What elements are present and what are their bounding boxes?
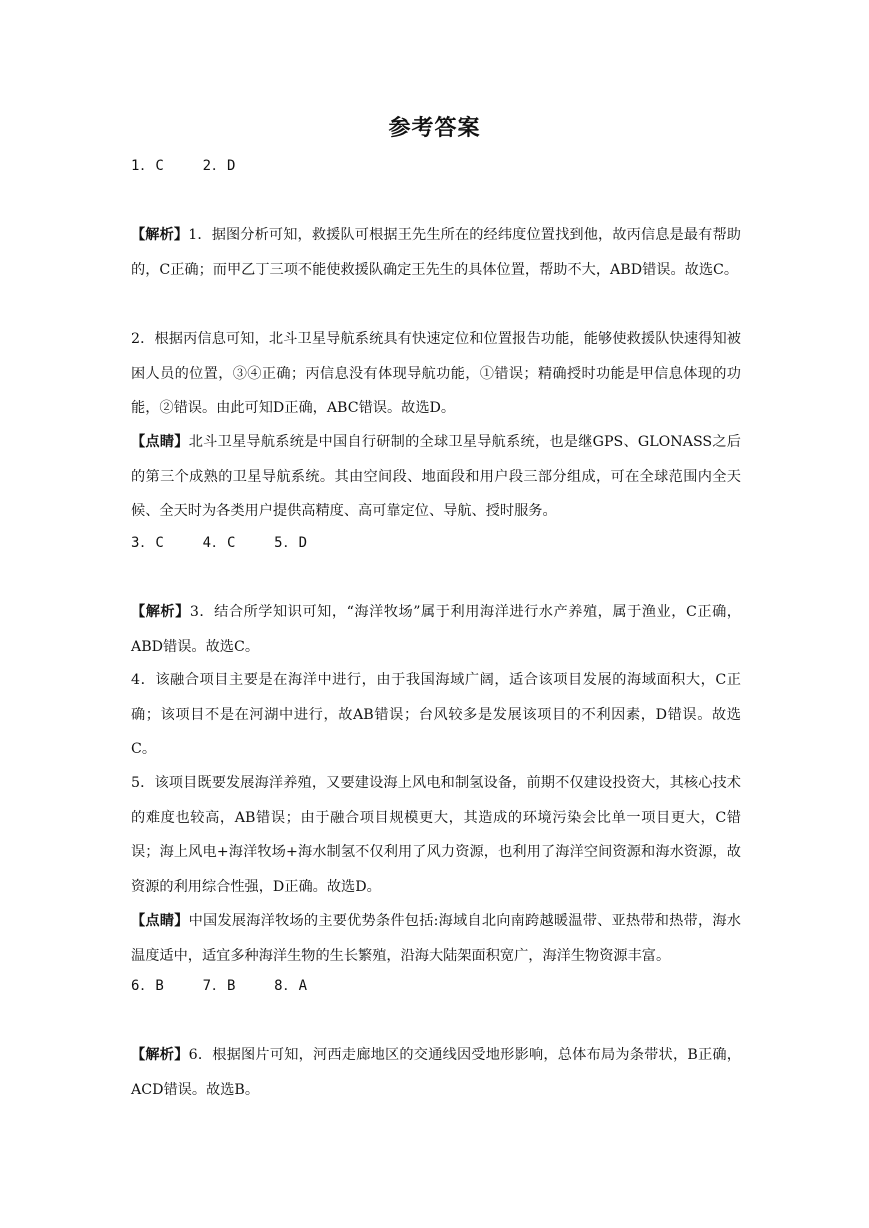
tip-tag: 【点睛】 — [131, 913, 189, 929]
paragraph-text: 1．据图分析可知，救援队可根据王先生所在的经纬度位置找到他，故丙信息是最有帮助的，C正确；而甲乙丁三项不能使救援队确定王先生的具体位置，帮助不大，ABD错误。故选C。 — [131, 227, 741, 278]
explanation-paragraph — [131, 663, 741, 767]
explanation-paragraph — [131, 322, 741, 426]
paragraph-text: 6．根据图片可知，河西走廊地区的交通线因受地形影响，总体布局为条带状，B正确，ACD错误。故选B。 — [131, 1047, 741, 1098]
page-title: 参考答案 — [388, 115, 481, 141]
paragraph-text: 5．该项目既要发展海洋养殖，又要建设海上风电和制氢设备，前期不仅建设投资大，其核心技术的难度也较高，AB错误；由于融合项目规模更大，其造成的环境污染会比单一项目更大，C错误；海上风电+海洋牧场+海水制氢不仅利用了风力资源，也利用了海洋空间资源和海水资源，故资源的利用综合性强，D正确。故选D。 — [131, 775, 741, 895]
analysis-paragraph — [131, 218, 741, 287]
paragraph-text: 北斗卫星导航系统是中国自行研制的全球卫星导航系统，也是继GPS、GLONASS之后的第三个成熟的卫星导航系统。其由空间段、地面段和用户段三部分组成，可在全球范围内全天候、全天时为各类用户提供高精度、高可靠定位、导航、授时服务。 — [131, 434, 741, 519]
answer-line-3: 6．B 7．B 8．A — [131, 978, 309, 994]
tip-tag: 【点睛】 — [131, 434, 189, 450]
analysis-tag: 【解析】 — [131, 604, 190, 620]
paragraph-text: 中国发展海洋牧场的主要优势条件包括:海域自北向南跨越暖温带、亚热带和热带，海水温度适中，适宜多种海洋生物的生长繁殖，沿海大陆架面积宽广，海洋生物资源丰富。 — [131, 913, 741, 964]
analysis-tag: 【解析】 — [131, 227, 189, 243]
answer-line-1: 1．C 2．D — [131, 158, 237, 174]
paragraph-text: 2．根据丙信息可知，北斗卫星导航系统具有快速定位和位置报告功能，能够使救援队快速得知被困人员的位置，③④正确；丙信息没有体现导航功能，①错误；精确授时功能是甲信息体现的功能，②错误。由此可知D正确，ABC错误。故选D。 — [131, 331, 741, 416]
analysis-paragraph — [131, 595, 741, 664]
explanation-paragraph — [131, 766, 741, 904]
tip-paragraph — [131, 425, 741, 529]
paragraph-text: 3．结合所学知识可知，“海洋牧场”属于利用海洋进行水产养殖，属于渔业，C正确，ABD错误。故选C。 — [131, 604, 741, 655]
paragraph-text: 4．该融合项目主要是在海洋中进行，由于我国海域广阔，适合该项目发展的海域面积大，C正确；该项目不是在河湖中进行，故AB错误；台风较多是发展该项目的不利因素，D错误。故选C。 — [131, 672, 741, 757]
answer-line-2: 3．C 4．C 5．D — [131, 535, 309, 551]
tip-paragraph — [131, 904, 741, 973]
analysis-tag: 【解析】 — [131, 1047, 189, 1063]
analysis-paragraph — [131, 1038, 741, 1107]
